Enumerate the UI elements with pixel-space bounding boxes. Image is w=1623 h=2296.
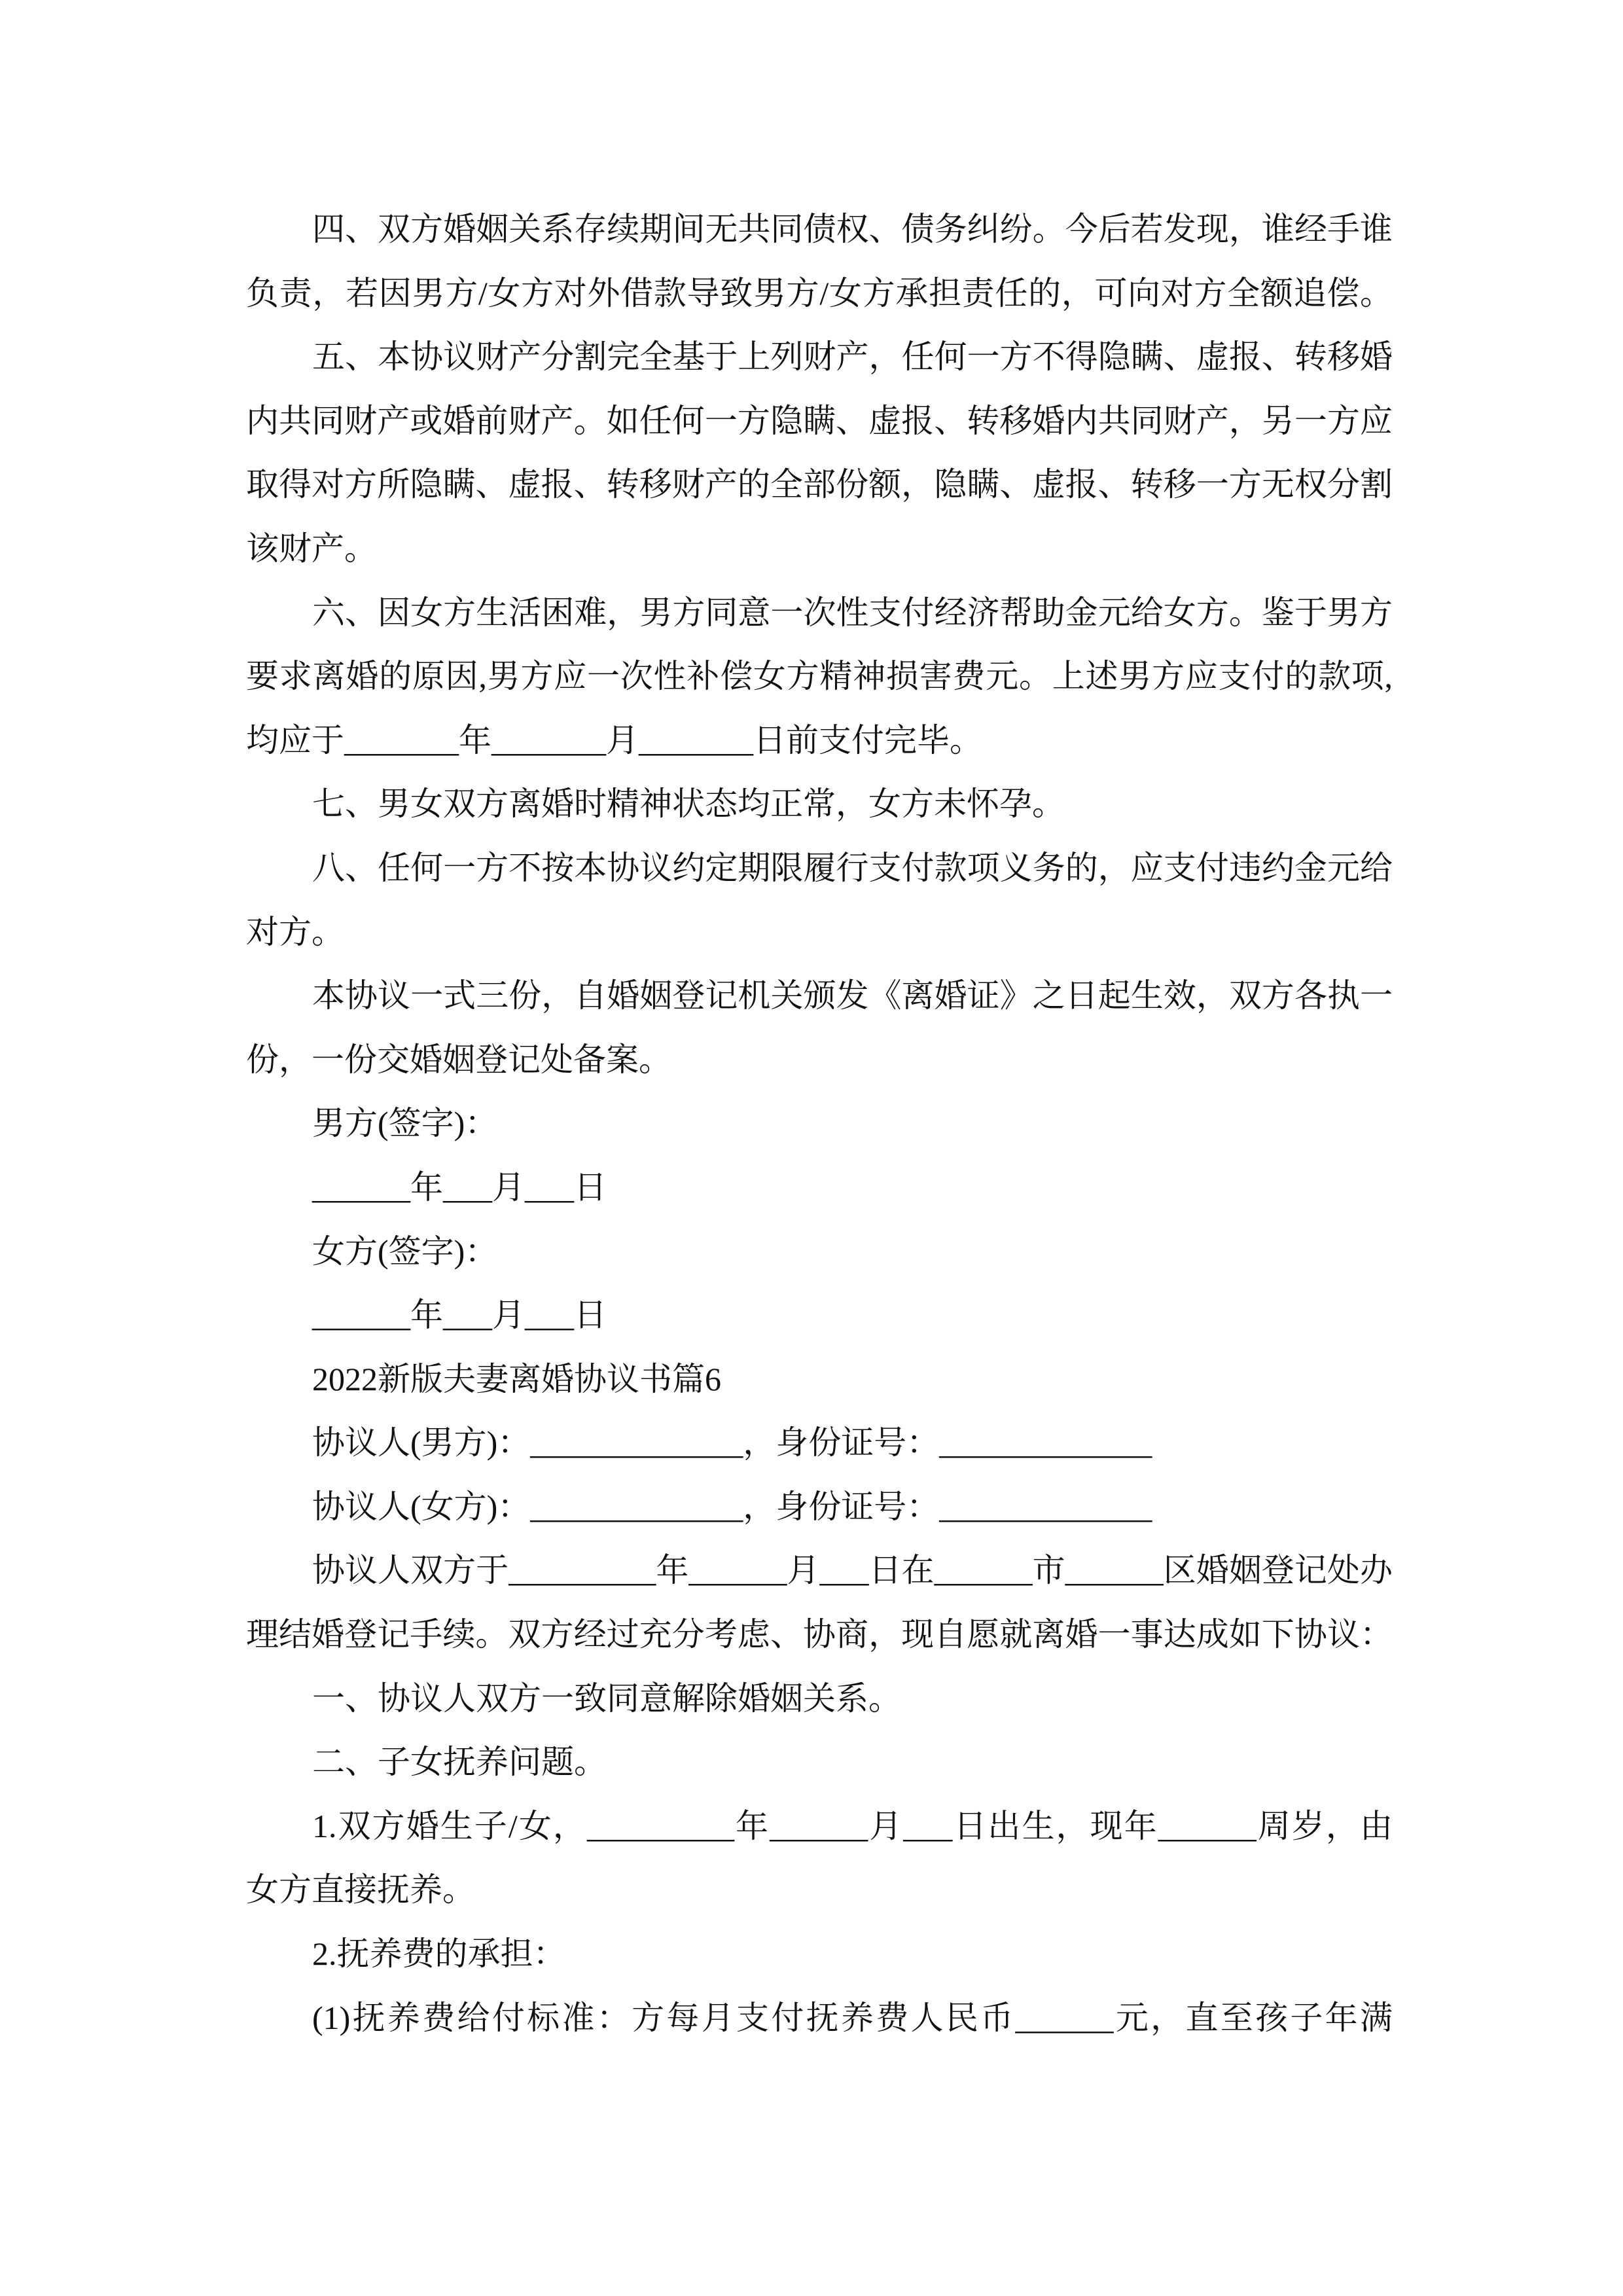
text-line: 男方(签字)： xyxy=(312,1105,498,1142)
text-line: 1.双方婚生子/女，_________年______月___日出生，现年______周岁，由 xyxy=(312,1807,1393,1844)
text-line: 对方。 xyxy=(246,913,344,950)
text-line: 该财产。 xyxy=(246,529,377,567)
text-line: 要求离婚的原因,男方应一次性补偿女方精神损害费元。上述男方应支付的款项, xyxy=(246,658,1393,695)
text-line: 均应于_______年_______月_______日前支付完毕。 xyxy=(246,721,982,759)
text-line: (1)抚养费给付标准：方每月支付抚养费人民币______元，直至孩子年满 xyxy=(312,1999,1393,2036)
text-line: 2.抚养费的承担： xyxy=(312,1935,566,1973)
text-line: ______年___月___日 xyxy=(312,1297,607,1334)
text-line: 2022新版夫妻离婚协议书篇6 xyxy=(312,1360,721,1397)
text-line: 份，一份交婚姻登记处备案。 xyxy=(246,1041,671,1078)
text-line: 四、双方婚姻关系存续期间无共同债权、债务纠纷。今后若发现，谁经手谁 xyxy=(312,211,1393,247)
text-line: ______年___月___日 xyxy=(312,1168,607,1206)
text-line: 二、子女抚养问题。 xyxy=(312,1744,607,1781)
text-line: 六、因女方生活困难，男方同意一次性支付经济帮助金元给女方。鉴于男方 xyxy=(312,594,1393,631)
text-line: 内共同财产或婚前财产。如任何一方隐瞒、虚报、转移婚内共同财产，另一方应 xyxy=(246,402,1393,439)
text-line: 协议人(男方)：_____________，身份证号：_____________ xyxy=(312,1424,1152,1462)
text-line: 女方(签字)： xyxy=(312,1232,498,1270)
text-line: 七、男女双方离婚时精神状态均正常，女方未怀孕。 xyxy=(312,785,1065,823)
text-line: 取得对方所隐瞒、虚报、转移财产的全部份额，隐瞒、虚报、转移一方无权分割 xyxy=(246,466,1393,503)
text-line: 本协议一式三份，自婚姻登记机关颁发《离婚证》之日起生效，双方各执一 xyxy=(312,977,1393,1014)
text-line: 一、协议人双方一致同意解除婚姻关系。 xyxy=(312,1679,901,1717)
document-page xyxy=(246,198,1393,2050)
text-line: 女方直接抚养。 xyxy=(246,1871,475,1909)
text-line: 协议人(女方)：_____________，身份证号：_____________ xyxy=(312,1488,1152,1525)
text-line: 负责，若因男方/女方对外借款导致男方/女方承担责任的，可向对方全额追偿。 xyxy=(246,274,1393,312)
text-line: 五、本协议财产分割完全基于上列财产，任何一方不得隐瞒、虚报、转移婚 xyxy=(312,338,1393,376)
text-line: 八、任何一方不按本协议约定期限履行支付款项义务的，应支付违约金元给 xyxy=(312,849,1393,886)
text-line: 理结婚登记手续。双方经过充分考虑、协商，现自愿就离婚一事达成如下协议： xyxy=(246,1616,1393,1653)
text-line: 协议人双方于_________年______月___日在______市______区婚姻登记处办 xyxy=(312,1552,1393,1589)
